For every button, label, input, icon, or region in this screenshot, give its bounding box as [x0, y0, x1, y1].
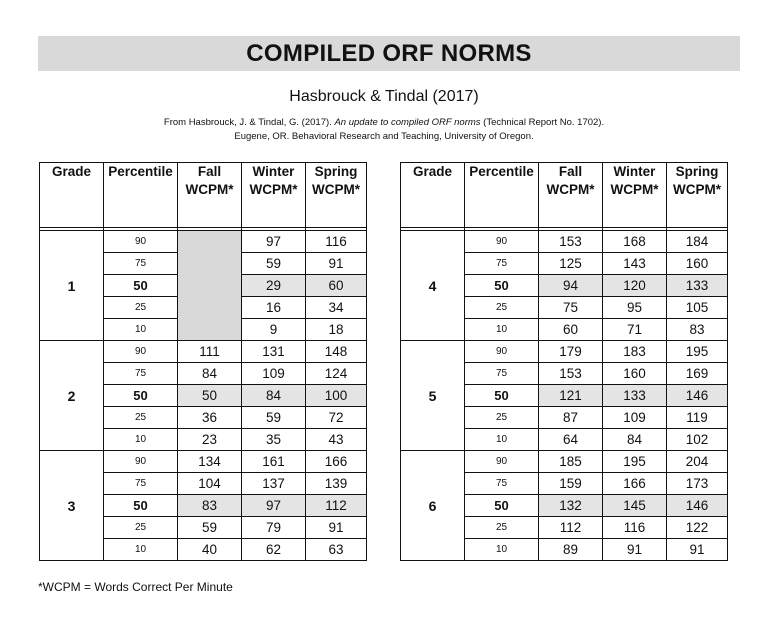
spring-cell: 34 [306, 297, 367, 319]
percentile-cell: 50 [465, 385, 539, 407]
percentile-cell: 25 [104, 517, 178, 539]
spring-cell: 83 [667, 319, 728, 341]
header-winter-line: WCPM* [610, 182, 659, 197]
percentile-cell: 50 [465, 495, 539, 517]
winter-cell: 145 [603, 495, 667, 517]
fall-cell: 60 [539, 319, 603, 341]
spring-cell: 139 [306, 473, 367, 495]
winter-cell: 195 [603, 451, 667, 473]
header-fall [178, 163, 242, 228]
spring-cell: 184 [667, 231, 728, 253]
spring-cell: 173 [667, 473, 728, 495]
grade-cell: 4 [401, 231, 465, 341]
citation-text-b: (Technical Report No. 1702). [480, 117, 605, 128]
grade-cell: 3 [40, 451, 104, 561]
fall-cell: 84 [178, 363, 242, 385]
citation-line-1 [0, 116, 768, 130]
header-winter-line: Winter [613, 164, 656, 179]
percentile-cell: 90 [465, 231, 539, 253]
winter-cell: 183 [603, 341, 667, 363]
spring-cell: 116 [306, 231, 367, 253]
spring-cell: 166 [306, 451, 367, 473]
footnote: *WCPM = Words Correct Per Minute [38, 580, 233, 594]
grade-cell: 2 [40, 341, 104, 451]
winter-cell: 71 [603, 319, 667, 341]
fall-cell: 64 [539, 429, 603, 451]
spring-cell: 133 [667, 275, 728, 297]
header-spring [667, 163, 728, 228]
fall-cell: 36 [178, 407, 242, 429]
header-grade: Grade [401, 163, 465, 228]
winter-cell: 131 [242, 341, 306, 363]
winter-cell: 16 [242, 297, 306, 319]
fall-cell-empty [178, 231, 242, 341]
spring-cell: 119 [667, 407, 728, 429]
spring-cell: 72 [306, 407, 367, 429]
winter-cell: 97 [242, 231, 306, 253]
winter-cell: 109 [603, 407, 667, 429]
header-row [40, 163, 367, 228]
header-grade: Grade [40, 163, 104, 228]
grade-cell: 1 [40, 231, 104, 341]
spring-cell: 169 [667, 363, 728, 385]
fall-cell: 59 [178, 517, 242, 539]
winter-cell: 95 [603, 297, 667, 319]
percentile-cell: 90 [104, 231, 178, 253]
subtitle: Hasbrouck & Tindal (2017) [289, 88, 479, 105]
winter-cell: 35 [242, 429, 306, 451]
spring-cell: 91 [306, 517, 367, 539]
header-winter [242, 163, 306, 228]
percentile-cell: 75 [465, 363, 539, 385]
fall-cell: 112 [539, 517, 603, 539]
fall-cell: 104 [178, 473, 242, 495]
percentile-cell: 90 [465, 341, 539, 363]
fall-cell: 153 [539, 231, 603, 253]
percentile-cell: 90 [104, 451, 178, 473]
spring-cell: 100 [306, 385, 367, 407]
fall-cell: 153 [539, 363, 603, 385]
norms-table-right [400, 162, 728, 561]
fall-cell: 132 [539, 495, 603, 517]
winter-cell: 79 [242, 517, 306, 539]
header-winter-line: Winter [252, 164, 295, 179]
fall-cell: 83 [178, 495, 242, 517]
spring-cell: 112 [306, 495, 367, 517]
winter-cell: 84 [603, 429, 667, 451]
header-winter [603, 163, 667, 228]
winter-cell: 29 [242, 275, 306, 297]
percentile-cell: 25 [104, 297, 178, 319]
header-winter-line: WCPM* [249, 182, 298, 197]
header-fall-line: WCPM* [546, 182, 595, 197]
winter-cell: 133 [603, 385, 667, 407]
fall-cell: 134 [178, 451, 242, 473]
header-fall-line: Fall [197, 164, 222, 179]
table-row [40, 231, 367, 253]
fall-cell: 111 [178, 341, 242, 363]
winter-cell: 116 [603, 517, 667, 539]
winter-cell: 59 [242, 253, 306, 275]
spring-cell: 160 [667, 253, 728, 275]
header-spring-line: WCPM* [312, 182, 360, 197]
percentile-cell: 50 [104, 495, 178, 517]
fall-cell: 94 [539, 275, 603, 297]
citation-text-a: From Hasbrouck, J. & Tindal, G. (2017). [163, 117, 335, 128]
winter-cell: 91 [603, 539, 667, 561]
citation-report-title: An update to compiled ORF norms [334, 117, 481, 128]
fall-cell: 75 [539, 297, 603, 319]
header-percentile: Percentile [104, 163, 178, 228]
percentile-cell: 10 [104, 429, 178, 451]
percentile-cell: 10 [465, 539, 539, 561]
winter-cell: 97 [242, 495, 306, 517]
spring-cell: 60 [306, 275, 367, 297]
fall-cell: 185 [539, 451, 603, 473]
fall-cell: 40 [178, 539, 242, 561]
header-row [401, 163, 728, 228]
spring-cell: 43 [306, 429, 367, 451]
percentile-cell: 10 [104, 539, 178, 561]
winter-cell: 120 [603, 275, 667, 297]
fall-cell: 125 [539, 253, 603, 275]
percentile-cell: 50 [465, 275, 539, 297]
percentile-cell: 25 [104, 407, 178, 429]
winter-cell: 166 [603, 473, 667, 495]
spring-cell: 204 [667, 451, 728, 473]
winter-cell: 160 [603, 363, 667, 385]
spring-cell: 124 [306, 363, 367, 385]
table-row [40, 341, 367, 363]
percentile-cell: 75 [465, 253, 539, 275]
percentile-cell: 90 [465, 451, 539, 473]
spring-cell: 91 [306, 253, 367, 275]
fall-cell: 87 [539, 407, 603, 429]
spring-cell: 195 [667, 341, 728, 363]
header-spring-line: WCPM* [673, 182, 721, 197]
percentile-cell: 75 [104, 253, 178, 275]
fall-cell: 159 [539, 473, 603, 495]
spring-cell: 63 [306, 539, 367, 561]
winter-cell: 161 [242, 451, 306, 473]
norms-table-left [39, 162, 367, 561]
winter-cell: 109 [242, 363, 306, 385]
fall-cell: 50 [178, 385, 242, 407]
citation-line-2: Eugene, OR. Behavioral Research and Teaching, University of Oregon. [234, 131, 534, 142]
header-spring [306, 163, 367, 228]
percentile-cell: 50 [104, 275, 178, 297]
table-row [40, 451, 367, 473]
spring-cell: 146 [667, 495, 728, 517]
winter-cell: 84 [242, 385, 306, 407]
header-spring-line: Spring [314, 164, 358, 179]
table-row [401, 341, 728, 363]
spring-cell: 91 [667, 539, 728, 561]
percentile-cell: 75 [104, 363, 178, 385]
percentile-cell: 10 [465, 319, 539, 341]
percentile-cell: 25 [465, 297, 539, 319]
citation [0, 116, 768, 144]
winter-cell: 9 [242, 319, 306, 341]
winter-cell: 59 [242, 407, 306, 429]
grade-cell: 6 [401, 451, 465, 561]
page-title: COMPILED ORF NORMS [246, 39, 532, 67]
spring-cell: 146 [667, 385, 728, 407]
percentile-cell: 90 [104, 341, 178, 363]
fall-cell: 23 [178, 429, 242, 451]
winter-cell: 62 [242, 539, 306, 561]
spring-cell: 18 [306, 319, 367, 341]
table-row [401, 451, 728, 473]
winter-cell: 143 [603, 253, 667, 275]
header-fall-line: Fall [558, 164, 583, 179]
percentile-cell: 75 [465, 473, 539, 495]
spring-cell: 122 [667, 517, 728, 539]
header-spring-line: Spring [675, 164, 719, 179]
winter-cell: 168 [603, 231, 667, 253]
percentile-cell: 75 [104, 473, 178, 495]
fall-cell: 89 [539, 539, 603, 561]
winter-cell: 137 [242, 473, 306, 495]
percentile-cell: 50 [104, 385, 178, 407]
header-fall-line: WCPM* [185, 182, 234, 197]
percentile-cell: 10 [104, 319, 178, 341]
spring-cell: 102 [667, 429, 728, 451]
title-band [38, 36, 740, 71]
fall-cell: 179 [539, 341, 603, 363]
header-fall [539, 163, 603, 228]
spring-cell: 105 [667, 297, 728, 319]
header-percentile: Percentile [465, 163, 539, 228]
percentile-cell: 25 [465, 407, 539, 429]
fall-cell: 121 [539, 385, 603, 407]
spring-cell: 148 [306, 341, 367, 363]
grade-cell: 5 [401, 341, 465, 451]
percentile-cell: 25 [465, 517, 539, 539]
table-row [401, 231, 728, 253]
percentile-cell: 10 [465, 429, 539, 451]
